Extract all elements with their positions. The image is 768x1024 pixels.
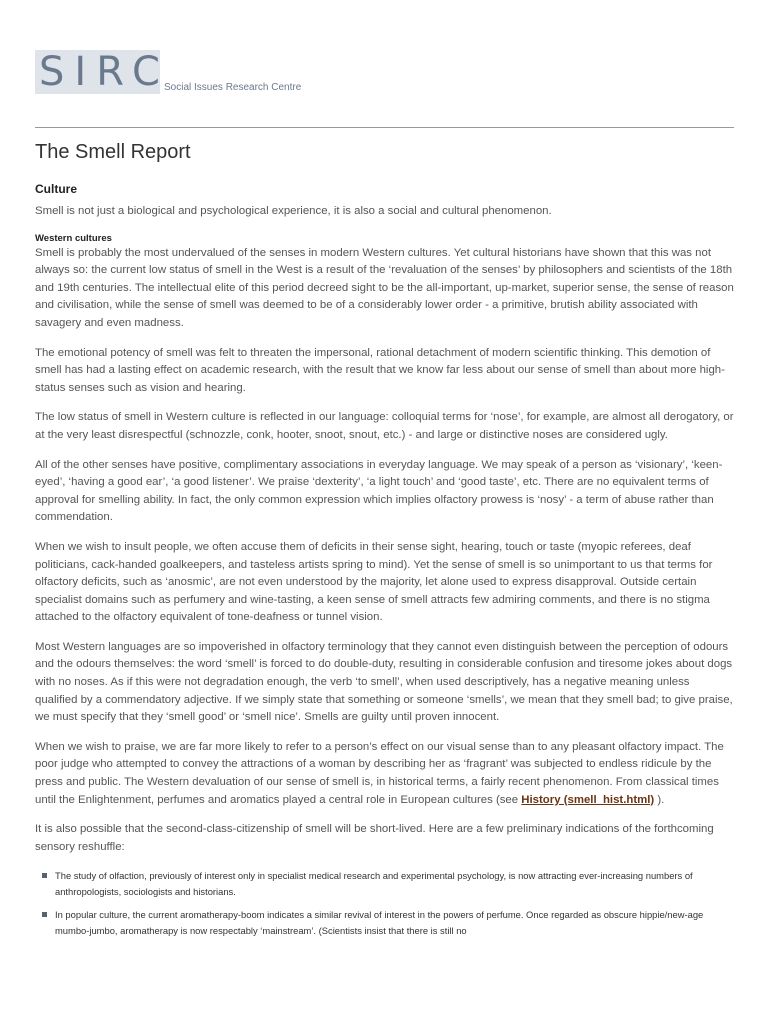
subsection-heading: Western cultures <box>35 232 112 244</box>
praise-paragraph <box>35 739 735 809</box>
praise-text: When we wish to praise, we are far more likely to refer to a person’s effect on our visual sense than to any pleasant olfactory impact. The poor judge who attempted to convey the attractions of a woman by describing her as ‘fragrant’ was subjected to endless ridicule by the press and public. The Western devaluation of our sense of smell is, in historical terms, a fairly recent phenomenon. From classical times until the Enlightenment, perfumes and aromatics played a central role in European cultures (see <box>35 740 724 806</box>
section-intro: Smell is not just a biological and psychological experience, it is also a social and cultural phenomenon. <box>35 205 552 217</box>
paragraph: All of the other senses have positive, complimentary associations in everyday language. We may speak of a person as ‘visionary’, ‘keen-eyed’, ‘having a good ear’, ‘a good listener’. We praise ‘dexterity’, ‘a light touch’ and ‘good taste’, etc. There are no equivalent terms of approval for smelling ability. In fact, the only common expression which implies olfactory prowess is ‘nosy’ - a term of abuse rather than commendation. <box>35 458 723 524</box>
article-content <box>35 181 735 946</box>
paragraph: The low status of smell in Western culture is reflected in our language: colloquial terms for ‘nose’, for example, are almost all derogatory, or at the very least disrespectful (schnozzle, conk, hooter, snoot, snout, etc.) - and large or distinctive noses are considered ugly. <box>35 411 734 441</box>
page-title: The Smell Report <box>35 141 191 163</box>
list-item <box>35 868 735 899</box>
list-item <box>35 907 735 938</box>
logo-text: SIRC <box>39 49 170 95</box>
paragraph: Most Western languages are so impoverished in olfactory terminology that they cannot even distinguish between the perception of odours and the odours themselves: the word ‘smell’ is forced to do double-duty, resulting in considerable confusion and tiresome jokes about dogs with no noses. As if this were not degradation enough, the verb ‘to smell’, when used descriptively, has a negative meaning unless qualified by a commendatory adjective. If we simply state that something or someone ‘smells’, we mean that they smell bad; to give praise, we must specify that they ‘smell good’ or ‘smell nice’. Smells are guilty until proven innocent. <box>35 640 733 724</box>
logo-tagline: Social Issues Research Centre <box>164 82 302 93</box>
bullet-square-icon <box>42 912 47 917</box>
reshuffle-intro: It is also possible that the second-class-citizenship of smell will be short-lived. Here are a few preliminary indications of the forthcoming sensory reshuffle: <box>35 823 714 853</box>
header-divider <box>35 127 734 128</box>
bullet-square-icon <box>42 873 47 878</box>
logo-mark <box>35 49 170 95</box>
site-logo[interactable] <box>35 50 301 94</box>
list-item-text: In popular culture, the current aromatherapy-boom indicates a similar revival of interest in the powers of perfume. Once regarded as obscure hippie/new-age mumbo-jumbo, aromatherapy is now respectably ‘mainstream’. (Scientists insist that there is still no <box>55 909 704 936</box>
paragraph: The emotional potency of smell was felt to threaten the impersonal, rational detachment of modern scientific thinking. This demotion of smell has had a lasting effect on academic research, with the result that we know far less about our sense of smell than about more high-status senses such as vision and hearing. <box>35 346 725 394</box>
indications-list <box>35 868 735 938</box>
section-heading: Culture <box>35 182 77 196</box>
history-link[interactable]: History (smell_hist.html) <box>521 793 655 806</box>
paragraph: Smell is probably the most undervalued of the senses in modern Western cultures. Yet cultural historians have shown that this was not always so: the current low status of smell in the West is a result of the ‘revaluation of the senses’ by philosophers and scientists of the 18th and 19th centuries. The intellectual elite of this period decreed sight to be the all-important, up-market, superior sense, the sense of reason and civilisation, while the sense of smell was deemed to be of a considerably lower order - a primitive, brutish ability associated with savagery and even madness. <box>35 246 734 329</box>
list-item-text: The study of olfaction, previously of interest only in specialist medical research and experimental psychology, is now attracting ever-increasing numbers of anthropologists, sociologists and historians. <box>55 870 693 897</box>
praise-text-end: ). <box>654 793 665 806</box>
paragraph: When we wish to insult people, we often accuse them of deficits in their sense sight, hearing, touch or taste (myopic referees, deaf politicians, cack-handed goalkeepers, and tasteless artists spring to mind). Yet the sense of smell is so unimportant to us that terms for olfactory deficits, such as ‘anosmic’, are not even understood by the majority, let alone used to express disapproval. Outside certain specialist domains such as perfumery and wine-tasting, a keen sense of smell attracts few admiring comments, and there is no stigma attached to the olfactory equivalent of tone-deafness or tunnel vision. <box>35 540 713 624</box>
